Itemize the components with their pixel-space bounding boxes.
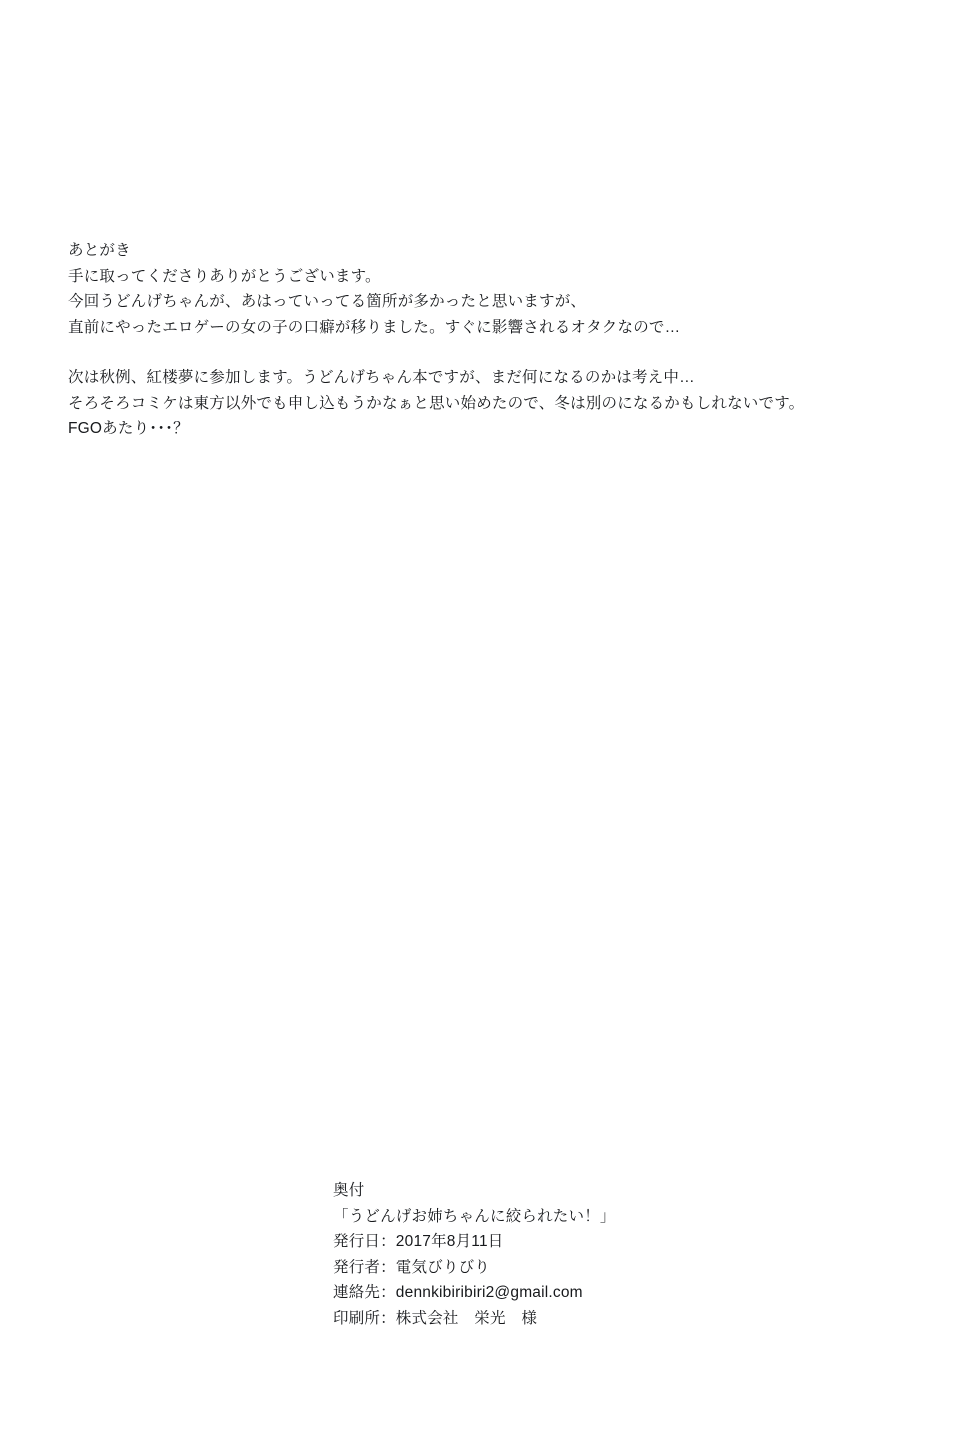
colophon-publisher: 発行者：電気びりびり [333,1258,491,1276]
afterword-line-6: FGOあたり･･･？ [68,420,189,437]
afterword-section [68,238,908,442]
afterword-line-1: 手に取ってくださりありがとうございます。 [68,267,381,285]
colophon-title: 「うどんげお姉ちゃんに絞られたい！」 [333,1207,616,1225]
colophon-printer: 印刷所：株式会社 栄光 様 [333,1309,538,1327]
afterword-paragraph-gap [68,340,908,365]
colophon-section [333,1178,893,1331]
colophon-publication-date: 発行日：2017年8月11日 [333,1233,504,1250]
colophon-contact: 連絡先：dennkibiribiri2@gmail.com [333,1284,583,1301]
afterword-line-2: 今回うどんげちゃんが、あはっていってる箇所が多かったと思いますが、 [68,293,587,310]
afterword-line-4: 次は秋例、紅楼夢に参加します。うどんげちゃん本ですが、まだ何になるのかは考え中… [68,369,695,386]
afterword-line-5: そろそろコミケは東方以外でも申し込もうかなぁと思い始めたので、冬は別のになるかもしれないです。 [68,394,805,412]
colophon-heading: 奥付 [333,1182,365,1199]
afterword-line-3: 直前にやったエロゲーの女の子の口癖が移りました。すぐに影響されるオタクなので… [68,318,681,336]
afterword-heading: あとがき [68,242,131,259]
